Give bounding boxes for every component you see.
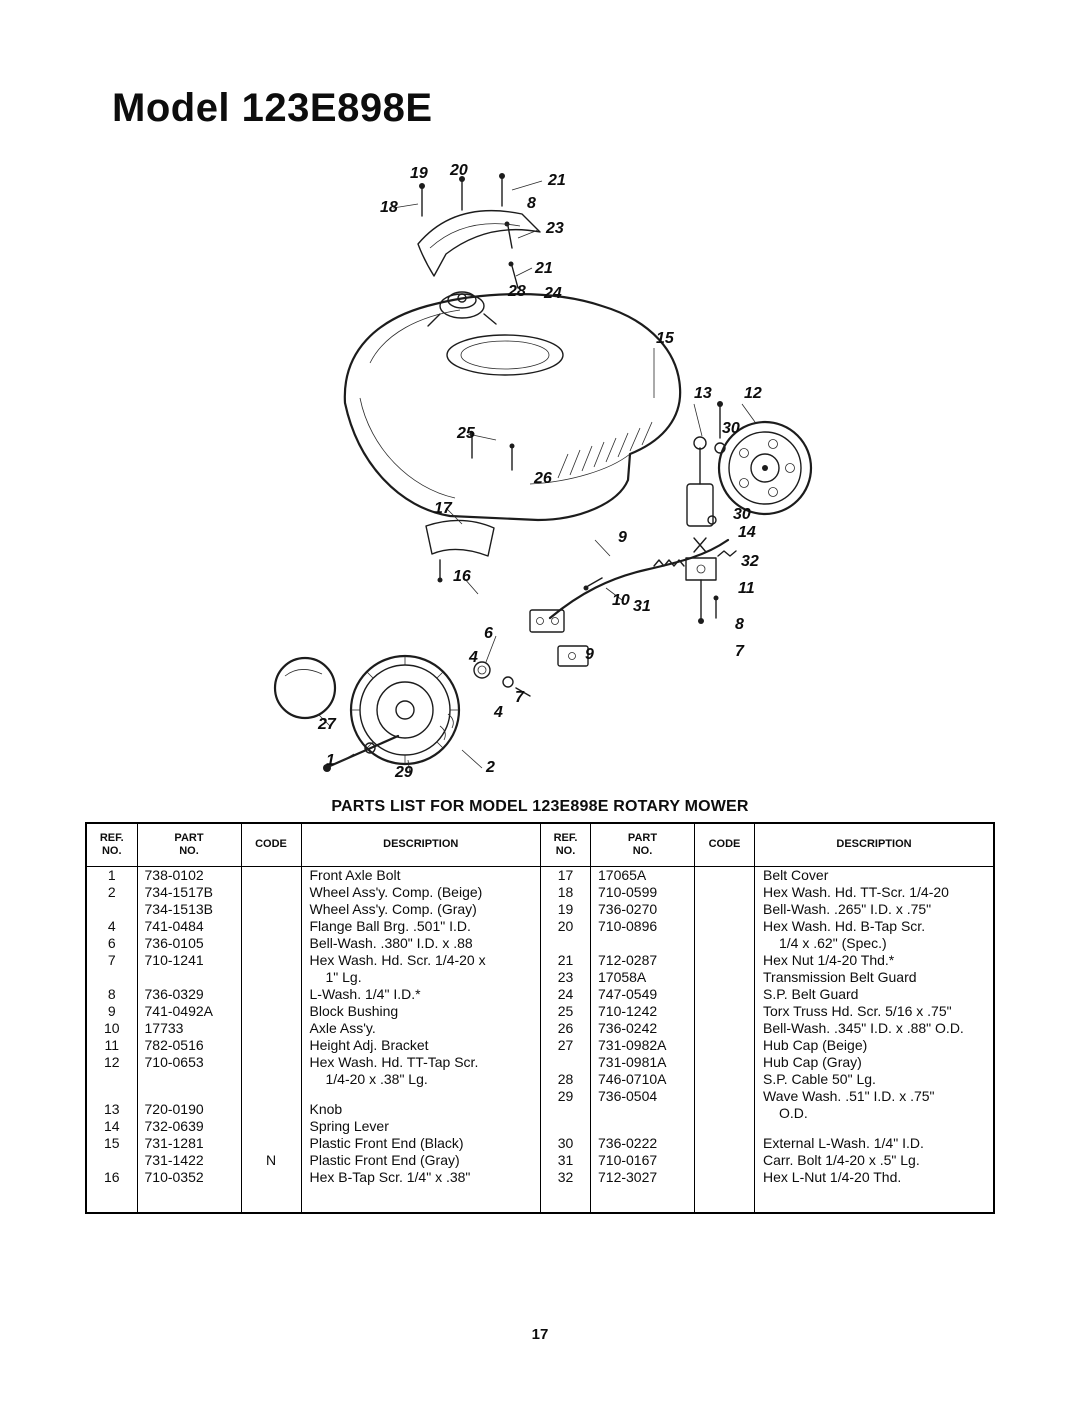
mower-deck [345, 294, 680, 520]
cell-code [241, 917, 301, 934]
cell-ref-no: 6 [87, 934, 137, 951]
cell-part-no: 710-0653 [137, 1053, 241, 1070]
cell-description: Bell-Wash. .265" I.D. x .75" [763, 900, 932, 917]
cell-part-no [137, 1070, 241, 1087]
cell-code [241, 1134, 301, 1151]
cell-part-no: 710-1242 [591, 1002, 695, 1019]
cell-code [241, 1117, 301, 1134]
cell-description: Hub Cap (Gray) [763, 1053, 862, 1070]
diagram-callout-32: 32 [741, 553, 759, 570]
cell-part-no [591, 1104, 695, 1121]
height-adjuster-assembly [686, 437, 716, 624]
diagram-callout-15: 15 [656, 330, 674, 347]
parts-table-left [87, 824, 540, 1212]
cell-code [695, 1104, 755, 1121]
cell-description: Hex Nut 1/4-20 Thd.* [763, 951, 895, 968]
cell-description: Flange Ball Brg. .501" I.D. [309, 917, 471, 934]
diagram-callout-8: 8 [527, 195, 536, 212]
cell-ref-no [541, 1104, 591, 1121]
table-row [87, 917, 540, 934]
cell-description: Wave Wash. .51" I.D. x .75" [763, 1087, 935, 1104]
cell-ref-no: 12 [87, 1053, 137, 1070]
table-row [541, 883, 994, 900]
table-row [87, 883, 540, 900]
diagram-callout-21: 21 [535, 260, 553, 277]
cell-code: N [241, 1151, 301, 1168]
cell-ref-no: 13 [87, 1100, 137, 1117]
cell-code [241, 951, 301, 968]
col-header-part: PART NO. [137, 824, 241, 866]
diagram-callout-2: 2 [486, 759, 495, 776]
table-row [87, 1117, 540, 1134]
cell-part-no: 731-1281 [137, 1134, 241, 1151]
cell-part-no: 710-0896 [591, 917, 695, 934]
cell-part-no: 712-3027 [591, 1168, 695, 1185]
diagram-callout-9: 9 [618, 529, 627, 546]
cell-code [241, 883, 301, 900]
cell-description: Plastic Front End (Black) [309, 1134, 464, 1151]
cell-description: Axle Ass'y. [309, 1019, 376, 1036]
cell-part-no: 732-0639 [137, 1117, 241, 1134]
cell-code [241, 1070, 301, 1087]
cell-part-no: 736-0504 [591, 1087, 695, 1104]
cell-ref-no: 1 [87, 866, 137, 883]
cell-code [241, 900, 301, 917]
cell-part-no: 746-0710A [591, 1070, 695, 1087]
cell-code [695, 1070, 755, 1087]
cell-code [695, 985, 755, 1002]
table-row [87, 1019, 540, 1036]
mower-exploded-view [250, 148, 890, 813]
cell-part-no: 782-0516 [137, 1036, 241, 1053]
diagram-callout-17: 17 [434, 500, 452, 517]
cell-code [695, 866, 755, 883]
table-row [87, 1036, 540, 1053]
cell-code [241, 1168, 301, 1185]
diagram-callout-14: 14 [738, 524, 756, 541]
cell-description: Hex B-Tap Scr. 1/4" x .38" [309, 1168, 471, 1185]
cell-code [241, 985, 301, 1002]
diagram-callout-18: 18 [380, 199, 398, 216]
table-row [87, 985, 540, 1002]
cell-code [241, 1053, 301, 1070]
diagram-callout-26: 26 [534, 470, 552, 487]
cell-code [695, 1036, 755, 1053]
diagram-callout-20: 20 [450, 162, 468, 179]
cell-description: Height Adj. Bracket [309, 1036, 429, 1053]
diagram-callout-23: 23 [546, 220, 564, 237]
cell-part-no: 741-0484 [137, 917, 241, 934]
cell-part-no: 736-0242 [591, 1019, 695, 1036]
cell-ref-no: 10 [87, 1019, 137, 1036]
cell-description: Spring Lever [309, 1117, 389, 1134]
cell-ref-no: 19 [541, 900, 591, 917]
filler-row [541, 1185, 994, 1212]
cell-description: External L-Wash. 1/4" I.D. [763, 1134, 924, 1151]
cell-code [695, 951, 755, 968]
exploded-parts-diagram [250, 148, 890, 813]
diagram-callout-1: 1 [326, 752, 335, 769]
parts-list-title: PARTS LIST FOR MODEL 123E898E ROTARY MOWER [331, 798, 749, 815]
table-row [541, 1070, 994, 1087]
cell-part-no: 747-0549 [591, 985, 695, 1002]
cell-description: Knob [309, 1100, 343, 1117]
cell-part-no [137, 968, 241, 985]
diagram-callout-28: 28 [508, 283, 526, 300]
diagram-callout-10: 10 [612, 592, 630, 609]
cell-ref-no [87, 900, 137, 917]
cell-part-no: 710-0167 [591, 1151, 695, 1168]
table-row [541, 968, 994, 985]
cell-code [695, 934, 755, 951]
cell-code [695, 1134, 755, 1151]
table-row [541, 985, 994, 1002]
cell-ref-no: 24 [541, 985, 591, 1002]
table-row [87, 1168, 540, 1185]
cell-ref-no: 21 [541, 951, 591, 968]
parts-table [85, 822, 995, 1214]
cell-ref-no: 18 [541, 883, 591, 900]
cell-ref-no: 20 [541, 917, 591, 934]
table-row [87, 934, 540, 951]
table-row [87, 1070, 540, 1087]
cell-code [695, 1053, 755, 1070]
diagram-callout-12: 12 [744, 385, 762, 402]
diagram-callout-7: 7 [735, 643, 744, 660]
table-row [541, 1168, 994, 1185]
col-header-ref: REF. NO. [541, 824, 591, 866]
table-row [541, 1087, 994, 1104]
cell-ref-no [87, 968, 137, 985]
cell-description: Block Bushing [309, 1002, 399, 1019]
cell-part-no: 720-0190 [137, 1100, 241, 1117]
cell-description: Hex L-Nut 1/4-20 Thd. [763, 1168, 902, 1185]
cell-ref-no: 2 [87, 883, 137, 900]
table-row [541, 1134, 994, 1151]
table-row [541, 917, 994, 934]
cell-code [695, 1087, 755, 1104]
cell-description: O.D. [779, 1104, 808, 1121]
cell-part-no: 731-1422 [137, 1151, 241, 1168]
cell-part-no: 710-0352 [137, 1168, 241, 1185]
cell-description: Belt Cover [763, 866, 829, 883]
cell-description: Hex Wash. Hd. TT-Tap Scr. [309, 1053, 479, 1070]
page-number: 17 [531, 1326, 549, 1343]
cell-code [695, 1002, 755, 1019]
parts-list-section [85, 798, 995, 1214]
cell-ref-no: 26 [541, 1019, 591, 1036]
cell-ref-no: 15 [87, 1134, 137, 1151]
diagram-callout-21: 21 [548, 172, 566, 189]
cell-description: Bell-Wash. .345" I.D. x .88" O.D. [763, 1019, 964, 1036]
cell-description: Carr. Bolt 1/4-20 x .5" Lg. [763, 1151, 920, 1168]
cell-ref-no: 31 [541, 1151, 591, 1168]
cell-code [241, 934, 301, 951]
table-row [541, 1104, 994, 1121]
belt-cover-part [418, 211, 540, 276]
cell-part-no: 738-0102 [137, 866, 241, 883]
table-row [541, 1002, 994, 1019]
cell-description: Hex Wash. Hd. Scr. 1/4-20 x [309, 951, 486, 968]
diagram-callout-25: 25 [457, 425, 475, 442]
cell-part-no: 736-0222 [591, 1134, 695, 1151]
table-row [87, 1002, 540, 1019]
cell-ref-no: 11 [87, 1036, 137, 1053]
cell-part-no: 734-1517B [137, 883, 241, 900]
diagram-callout-9: 9 [585, 646, 594, 663]
cell-description: Wheel Ass'y. Comp. (Gray) [309, 900, 477, 917]
cell-part-no: 17065A [591, 866, 695, 883]
table-row [87, 968, 540, 985]
table-row [541, 934, 994, 951]
cell-ref-no: 28 [541, 1070, 591, 1087]
cell-code [241, 968, 301, 985]
diagram-callout-31: 31 [633, 598, 651, 615]
col-header-part: PART NO. [591, 824, 695, 866]
cell-part-no: 741-0492A [137, 1002, 241, 1019]
front-wheel [351, 656, 459, 764]
diagram-callout-7: 7 [515, 689, 524, 706]
parts-table-right [540, 824, 993, 1212]
diagram-callout-13: 13 [694, 385, 712, 402]
cell-description: Bell-Wash. .380" I.D. x .88 [309, 934, 473, 951]
table-row [87, 1151, 540, 1168]
table-row [87, 1100, 540, 1117]
cell-code [241, 1100, 301, 1117]
page-title: Model 123E898E [112, 86, 433, 130]
spacer-row [541, 1121, 994, 1134]
table-row [541, 1019, 994, 1036]
cell-description: S.P. Belt Guard [763, 985, 859, 1002]
table-row [87, 900, 540, 917]
cell-code [695, 1019, 755, 1036]
table-row [541, 1151, 994, 1168]
cell-code [241, 1019, 301, 1036]
cell-code [695, 1168, 755, 1185]
table-row [541, 866, 994, 883]
cell-part-no: 731-0982A [591, 1036, 695, 1053]
diagram-callout-19: 19 [410, 165, 428, 182]
cell-part-no: 710-0599 [591, 883, 695, 900]
cell-part-no: 731-0981A [591, 1053, 695, 1070]
col-header-description: DESCRIPTION [755, 824, 994, 866]
cell-part-no: 17733 [137, 1019, 241, 1036]
table-row [87, 866, 540, 883]
diagram-callout-4: 4 [469, 649, 478, 666]
diagram-callout-11: 11 [738, 580, 755, 597]
pulley-assembly [428, 292, 496, 326]
cell-description: Front Axle Bolt [309, 866, 401, 883]
col-header-ref: REF. NO. [87, 824, 137, 866]
table-header-row [541, 824, 994, 866]
cell-description: L-Wash. 1/4" I.D.* [309, 985, 421, 1002]
table-row [541, 900, 994, 917]
cell-code [695, 917, 755, 934]
cell-code [241, 1036, 301, 1053]
cell-part-no: 710-1241 [137, 951, 241, 968]
diagram-callout-4: 4 [494, 704, 503, 721]
cell-ref-no: 16 [87, 1168, 137, 1185]
table-row [541, 1036, 994, 1053]
cell-ref-no: 29 [541, 1087, 591, 1104]
diagram-callout-30: 30 [722, 420, 740, 437]
cell-ref-no [87, 1070, 137, 1087]
diagram-callout-6: 6 [484, 625, 493, 642]
diagram-callout-8: 8 [735, 616, 744, 633]
cell-description: 1" Lg. [325, 968, 362, 985]
cell-ref-no: 17 [541, 866, 591, 883]
col-header-description: DESCRIPTION [301, 824, 540, 866]
cell-description: 1/4 x .62" (Spec.) [779, 934, 887, 951]
cell-code [695, 900, 755, 917]
cell-ref-no: 32 [541, 1168, 591, 1185]
cell-part-no: 734-1513B [137, 900, 241, 917]
cell-part-no [591, 934, 695, 951]
cell-ref-no: 27 [541, 1036, 591, 1053]
cell-ref-no: 7 [87, 951, 137, 968]
cell-ref-no: 9 [87, 1002, 137, 1019]
diagram-callout-27: 27 [318, 716, 336, 733]
cell-description: Torx Truss Hd. Scr. 5/16 x .75" [763, 1002, 952, 1019]
col-header-code: CODE [241, 824, 301, 866]
table-row [87, 951, 540, 968]
table-row [541, 951, 994, 968]
filler-row [87, 1185, 540, 1212]
cell-ref-no: 8 [87, 985, 137, 1002]
cell-description: Hex Wash. Hd. B-Tap Scr. [763, 917, 926, 934]
cell-code [241, 1002, 301, 1019]
cell-ref-no: 14 [87, 1117, 137, 1134]
cell-code [695, 1151, 755, 1168]
cell-code [695, 968, 755, 985]
table-header-row [87, 824, 540, 866]
spacer-row [87, 1087, 540, 1100]
cell-ref-no [541, 934, 591, 951]
cell-description: Wheel Ass'y. Comp. (Beige) [309, 883, 483, 900]
cell-part-no: 17058A [591, 968, 695, 985]
cell-ref-no [541, 1053, 591, 1070]
cell-description: 1/4-20 x .38" Lg. [325, 1070, 428, 1087]
cell-description: Transmission Belt Guard [763, 968, 917, 985]
table-row [87, 1053, 540, 1070]
cell-description: Hex Wash. Hd. TT-Scr. 1/4-20 [763, 883, 949, 900]
table-row [541, 1053, 994, 1070]
cell-ref-no: 4 [87, 917, 137, 934]
cell-part-no: 736-0105 [137, 934, 241, 951]
cell-code [241, 866, 301, 883]
cell-code [695, 883, 755, 900]
cell-ref-no [87, 1151, 137, 1168]
cell-ref-no: 25 [541, 1002, 591, 1019]
diagram-callout-29: 29 [395, 764, 413, 781]
diagram-callout-24: 24 [544, 285, 562, 302]
cell-part-no: 712-0287 [591, 951, 695, 968]
diagram-callout-16: 16 [453, 568, 471, 585]
cell-ref-no: 30 [541, 1134, 591, 1151]
hub-cap-part [275, 658, 335, 718]
cell-description: Hub Cap (Beige) [763, 1036, 868, 1053]
cell-description: Plastic Front End (Gray) [309, 1151, 460, 1168]
cell-part-no: 736-0270 [591, 900, 695, 917]
col-header-code: CODE [695, 824, 755, 866]
table-row [87, 1134, 540, 1151]
diagram-callout-30: 30 [733, 506, 751, 523]
cell-description: S.P. Cable 50" Lg. [763, 1070, 876, 1087]
cell-ref-no: 23 [541, 968, 591, 985]
cell-part-no: 736-0329 [137, 985, 241, 1002]
